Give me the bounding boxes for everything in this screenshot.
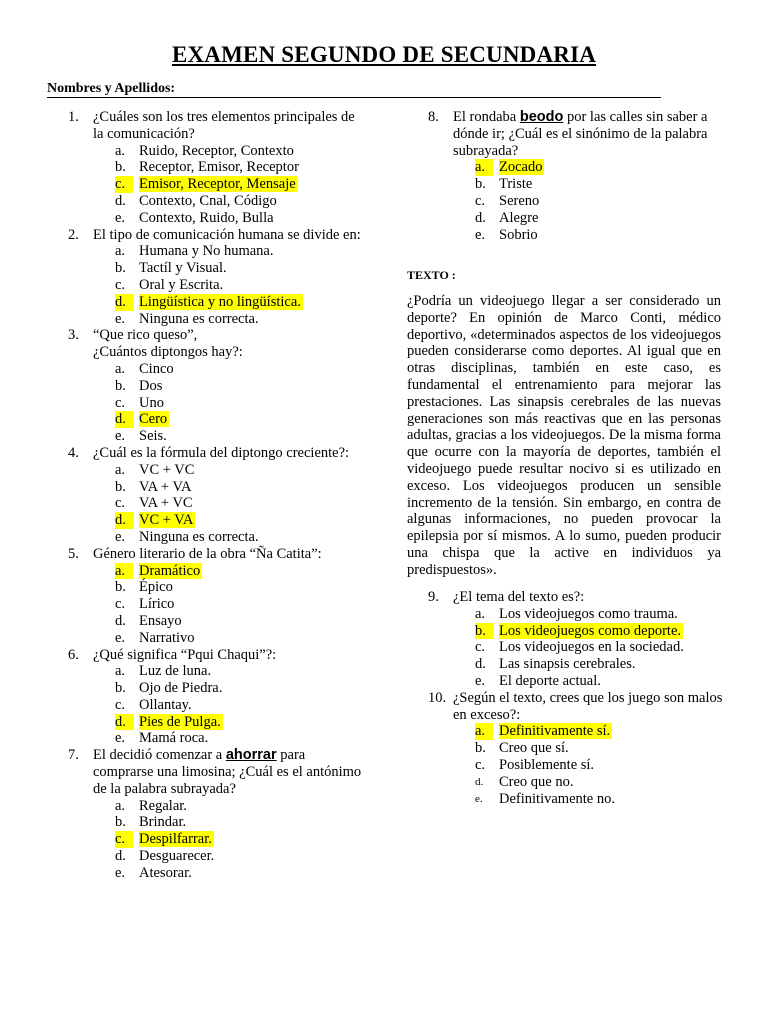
answer-option	[93, 159, 368, 176]
option-text: Contexto, Cnal, Código	[139, 192, 277, 209]
question-text: ¿Qué significa “Pqui Chaqui”?:	[93, 646, 277, 663]
highlighted-answer-option	[93, 714, 368, 731]
answer-option	[93, 143, 368, 160]
option-text: Zocado	[499, 159, 543, 176]
option-text: Ollantay.	[139, 696, 192, 713]
question-text: ¿Cuáles son los tres elementos principales de la comunicación?	[93, 109, 355, 142]
options-list	[453, 723, 728, 807]
option-letter: a.	[115, 663, 126, 680]
option-letter: c.	[115, 696, 126, 713]
option-text: VC + VA	[139, 512, 194, 529]
option-text: Luz de luna.	[139, 663, 212, 680]
option-letter: c.	[115, 831, 133, 848]
answer-option	[93, 479, 368, 496]
answer-option	[453, 791, 728, 808]
highlighted-answer-option	[93, 294, 368, 311]
option-letter: e.	[115, 864, 126, 881]
option-letter: e.	[475, 792, 483, 805]
option-text: Seis.	[139, 428, 167, 445]
option-text: Humana y No humana.	[139, 243, 274, 260]
option-letter: c.	[475, 192, 486, 209]
option-text: Definitivamente sí.	[499, 723, 611, 740]
question-text: Género literario de la obra “Ña Catita”:	[93, 545, 322, 562]
option-text: Los videojuegos en la sociedad.	[499, 639, 684, 656]
option-letter: b.	[115, 680, 126, 697]
answer-option	[93, 730, 368, 747]
option-letter: b.	[475, 623, 494, 640]
options-list	[93, 243, 368, 327]
question-text: ¿El tema del texto es?:	[453, 589, 585, 605]
answer-option	[93, 697, 368, 714]
answer-option	[93, 814, 368, 831]
option-text: Ninguna es correcta.	[139, 310, 259, 327]
option-letter: d.	[115, 612, 126, 629]
question-number: 2.	[68, 226, 79, 243]
option-letter: c.	[115, 176, 133, 193]
question-number: 6.	[68, 646, 79, 663]
option-text: Dramático	[139, 562, 201, 579]
highlighted-answer-option	[93, 831, 368, 848]
answer-option	[93, 311, 368, 328]
option-text: Oral y Escrita.	[139, 276, 224, 293]
option-letter: e.	[475, 672, 486, 689]
answer-option	[93, 865, 368, 882]
option-text: Pies de Pulga.	[139, 713, 221, 730]
highlighted-answer-option	[93, 411, 368, 428]
option-letter: b.	[115, 478, 126, 495]
option-letter: a.	[475, 605, 486, 622]
highlighted-answer-option	[453, 623, 728, 640]
options-list	[93, 798, 368, 882]
option-letter: d.	[475, 775, 484, 788]
question-text: “Que rico queso”,	[93, 327, 198, 344]
answer-option	[93, 630, 368, 647]
answer-option	[93, 495, 368, 512]
question-text: ¿Según el texto, crees que los juego son malos en exceso?:	[453, 689, 723, 723]
question-text: El decidió comenzar a ahorrar para comprarse una limosina; ¿Cuál es el antónimo de la palabra subrayada?	[93, 747, 362, 797]
answer-option	[453, 740, 728, 757]
question-text: El rondaba beodo por las calles sin saber a dónde ir; ¿Cuál es el sinónimo de la palabra subrayada?	[453, 109, 708, 159]
question-number: 10.	[428, 689, 447, 706]
option-letter: a.	[115, 243, 126, 260]
option-letter: b.	[115, 814, 126, 831]
option-letter: b.	[115, 159, 126, 176]
right-column-questions	[428, 589, 728, 807]
question-9	[428, 589, 728, 690]
option-letter: a.	[115, 360, 126, 377]
answer-option	[93, 277, 368, 294]
option-letter: b.	[115, 579, 126, 596]
option-text: Creo que sí.	[499, 740, 569, 757]
option-text: Triste	[499, 176, 533, 193]
question-number: 1.	[68, 109, 79, 125]
option-letter: a.	[475, 723, 493, 740]
option-letter: c.	[115, 495, 126, 512]
answer-option	[453, 606, 728, 623]
option-text: Contexto, Ruido, Bulla	[139, 209, 274, 226]
question-3	[68, 327, 368, 445]
option-letter: c.	[475, 756, 486, 773]
answer-option	[93, 848, 368, 865]
option-text: Desguarecer.	[139, 848, 215, 865]
option-text: El deporte actual.	[499, 672, 601, 689]
option-letter: e.	[115, 428, 126, 445]
highlighted-answer-option	[453, 159, 728, 176]
option-letter: c.	[115, 276, 126, 293]
question-8	[428, 109, 728, 243]
option-text: VC + VC	[139, 461, 195, 478]
option-text: Alegre	[499, 209, 539, 226]
answer-option	[93, 462, 368, 479]
option-text: Ensayo	[139, 612, 182, 629]
option-text: Cinco	[139, 360, 174, 377]
reading-passage: ¿Podría un videojuego llegar a ser considerado un deporte? En opinión de Marco Conti, médico deportivo, «determinados aspectos de los videojuegos pueden considerarse como deportes. Al igual que en otras disciplinas, también en este caso, es fundamental el entrenamiento para mejorar las prestaciones. Las sinapsis cerebrales de las nuevas generaciones son más reactivas que en las personas adultas, gracias a los videojuegos. De la misma forma que ocurre con la mayoría de deportes, también el videojuego puede resultar nocivo si es utilizado en exceso. Los videojuegos producen un sensible incremento de la tensión. Sin embargo, en contra de algunas informaciones, no pueden provocar la epilepsia por sí mismos. A lo sumo, pueden producir una chispa que la active en individuos ya predispuestos».	[407, 293, 721, 578]
option-text: Ojo de Piedra.	[139, 680, 223, 697]
answer-option	[93, 395, 368, 412]
answer-option	[93, 210, 368, 227]
answer-option	[453, 210, 728, 227]
answer-option	[453, 176, 728, 193]
answer-option	[93, 361, 368, 378]
option-letter: c.	[115, 596, 126, 613]
option-letter: e.	[115, 629, 126, 646]
question-number: 9.	[428, 589, 439, 605]
option-letter: e.	[115, 209, 126, 226]
option-text: Mamá roca.	[139, 730, 209, 747]
question-number: 5.	[68, 545, 79, 562]
question-7	[68, 747, 368, 881]
option-text: Los videojuegos como deporte.	[499, 622, 682, 639]
option-letter: d.	[475, 656, 486, 673]
option-letter: d.	[115, 512, 134, 529]
answer-option	[453, 639, 728, 656]
option-text: Lírico	[139, 596, 175, 613]
option-text: Ruido, Receptor, Contexto	[139, 142, 294, 159]
question-1	[68, 109, 368, 227]
question-2	[68, 227, 368, 328]
answer-option	[93, 798, 368, 815]
option-text: Posiblemente sí.	[499, 756, 595, 773]
options-list	[93, 143, 368, 227]
option-text: Épico	[139, 579, 173, 596]
option-letter: e.	[115, 730, 126, 747]
answer-option	[93, 663, 368, 680]
option-letter: b.	[115, 260, 126, 277]
options-list	[93, 462, 368, 546]
option-letter: e.	[475, 226, 486, 243]
answer-option	[93, 428, 368, 445]
option-text: VA + VA	[139, 478, 192, 495]
option-letter: d.	[475, 209, 486, 226]
option-letter: a.	[475, 159, 493, 176]
answer-option	[453, 656, 728, 673]
option-letter: d.	[115, 294, 134, 311]
option-text: Narrativo	[139, 629, 195, 646]
option-text: Las sinapsis cerebrales.	[499, 656, 636, 673]
option-letter: a.	[115, 797, 126, 814]
option-letter: e.	[115, 310, 126, 327]
option-text: VA + VC	[139, 495, 193, 512]
question-5	[68, 546, 368, 647]
option-text: Tactíl y Visual.	[139, 260, 227, 277]
options-list	[93, 361, 368, 445]
answer-option	[93, 529, 368, 546]
option-text: Dos	[139, 377, 163, 394]
options-list	[453, 606, 728, 690]
option-letter: a.	[115, 142, 126, 159]
option-text: Los videojuegos como trauma.	[499, 605, 678, 622]
answer-option	[93, 613, 368, 630]
options-list	[453, 159, 728, 243]
option-text: Emisor, Receptor, Mensaje	[139, 176, 296, 193]
question-10	[428, 690, 728, 808]
question-number: 8.	[428, 109, 439, 125]
option-text: Despilfarrar.	[139, 831, 212, 848]
option-text: Definitivamente no.	[499, 790, 615, 807]
options-list	[93, 563, 368, 647]
question-number: 7.	[68, 747, 79, 764]
option-text: Ninguna es correcta.	[139, 528, 259, 545]
answer-option	[453, 193, 728, 210]
option-letter: a.	[115, 461, 126, 478]
option-letter: c.	[115, 394, 126, 411]
option-letter: d.	[115, 714, 134, 731]
question-text: El tipo de comunicación humana se divide en:	[93, 226, 361, 243]
answer-option	[93, 243, 368, 260]
name-field-label: Nombres y Apellidos:	[47, 81, 661, 98]
highlighted-answer-option	[453, 723, 728, 740]
option-text: Sobrio	[499, 226, 538, 243]
question-text-line-2: ¿Cuántos diptongos hay?:	[93, 344, 243, 361]
option-text: Brindar.	[139, 814, 187, 831]
option-letter: d.	[115, 848, 126, 865]
texto-label: TEXTO :	[407, 268, 456, 282]
option-text: Atesorar.	[139, 864, 192, 881]
left-column	[68, 109, 368, 882]
option-text: Uno	[139, 394, 164, 411]
option-letter: c.	[475, 639, 486, 656]
option-letter: b.	[475, 176, 486, 193]
question-6	[68, 647, 368, 748]
option-text: Receptor, Emisor, Receptor	[139, 159, 299, 176]
option-letter: b.	[115, 377, 126, 394]
answer-option	[453, 774, 728, 791]
answer-option	[453, 757, 728, 774]
option-letter: d.	[115, 192, 126, 209]
question-4	[68, 445, 368, 546]
answer-option	[93, 378, 368, 395]
highlighted-answer-option	[93, 512, 368, 529]
answer-option	[93, 596, 368, 613]
option-letter: e.	[115, 528, 126, 545]
option-text: Regalar.	[139, 797, 187, 814]
answer-option	[453, 673, 728, 690]
option-letter: a.	[115, 563, 133, 580]
answer-option	[93, 193, 368, 210]
option-text: Sereno	[499, 192, 540, 209]
answer-option	[93, 680, 368, 697]
options-list	[93, 663, 368, 747]
question-number: 4.	[68, 444, 79, 461]
underlined-word: ahorrar	[225, 747, 277, 764]
highlighted-answer-option	[93, 176, 368, 193]
page-title: EXAMEN SEGUNDO DE SECUNDARIA	[171, 42, 597, 67]
option-text: Creo que no.	[499, 773, 574, 790]
right-column-question-8	[428, 109, 728, 243]
answer-option	[93, 260, 368, 277]
option-letter: d.	[115, 411, 134, 428]
option-text: Cero	[139, 411, 168, 428]
underlined-word: beodo	[519, 109, 564, 125]
option-letter: b.	[475, 740, 486, 757]
question-text: ¿Cuál es la fórmula del diptongo creciente?:	[93, 444, 350, 461]
highlighted-answer-option	[93, 563, 368, 580]
answer-option	[93, 579, 368, 596]
answer-option	[453, 227, 728, 244]
option-text: Lingüística y no lingüística.	[139, 293, 301, 310]
question-number: 3.	[68, 327, 79, 344]
